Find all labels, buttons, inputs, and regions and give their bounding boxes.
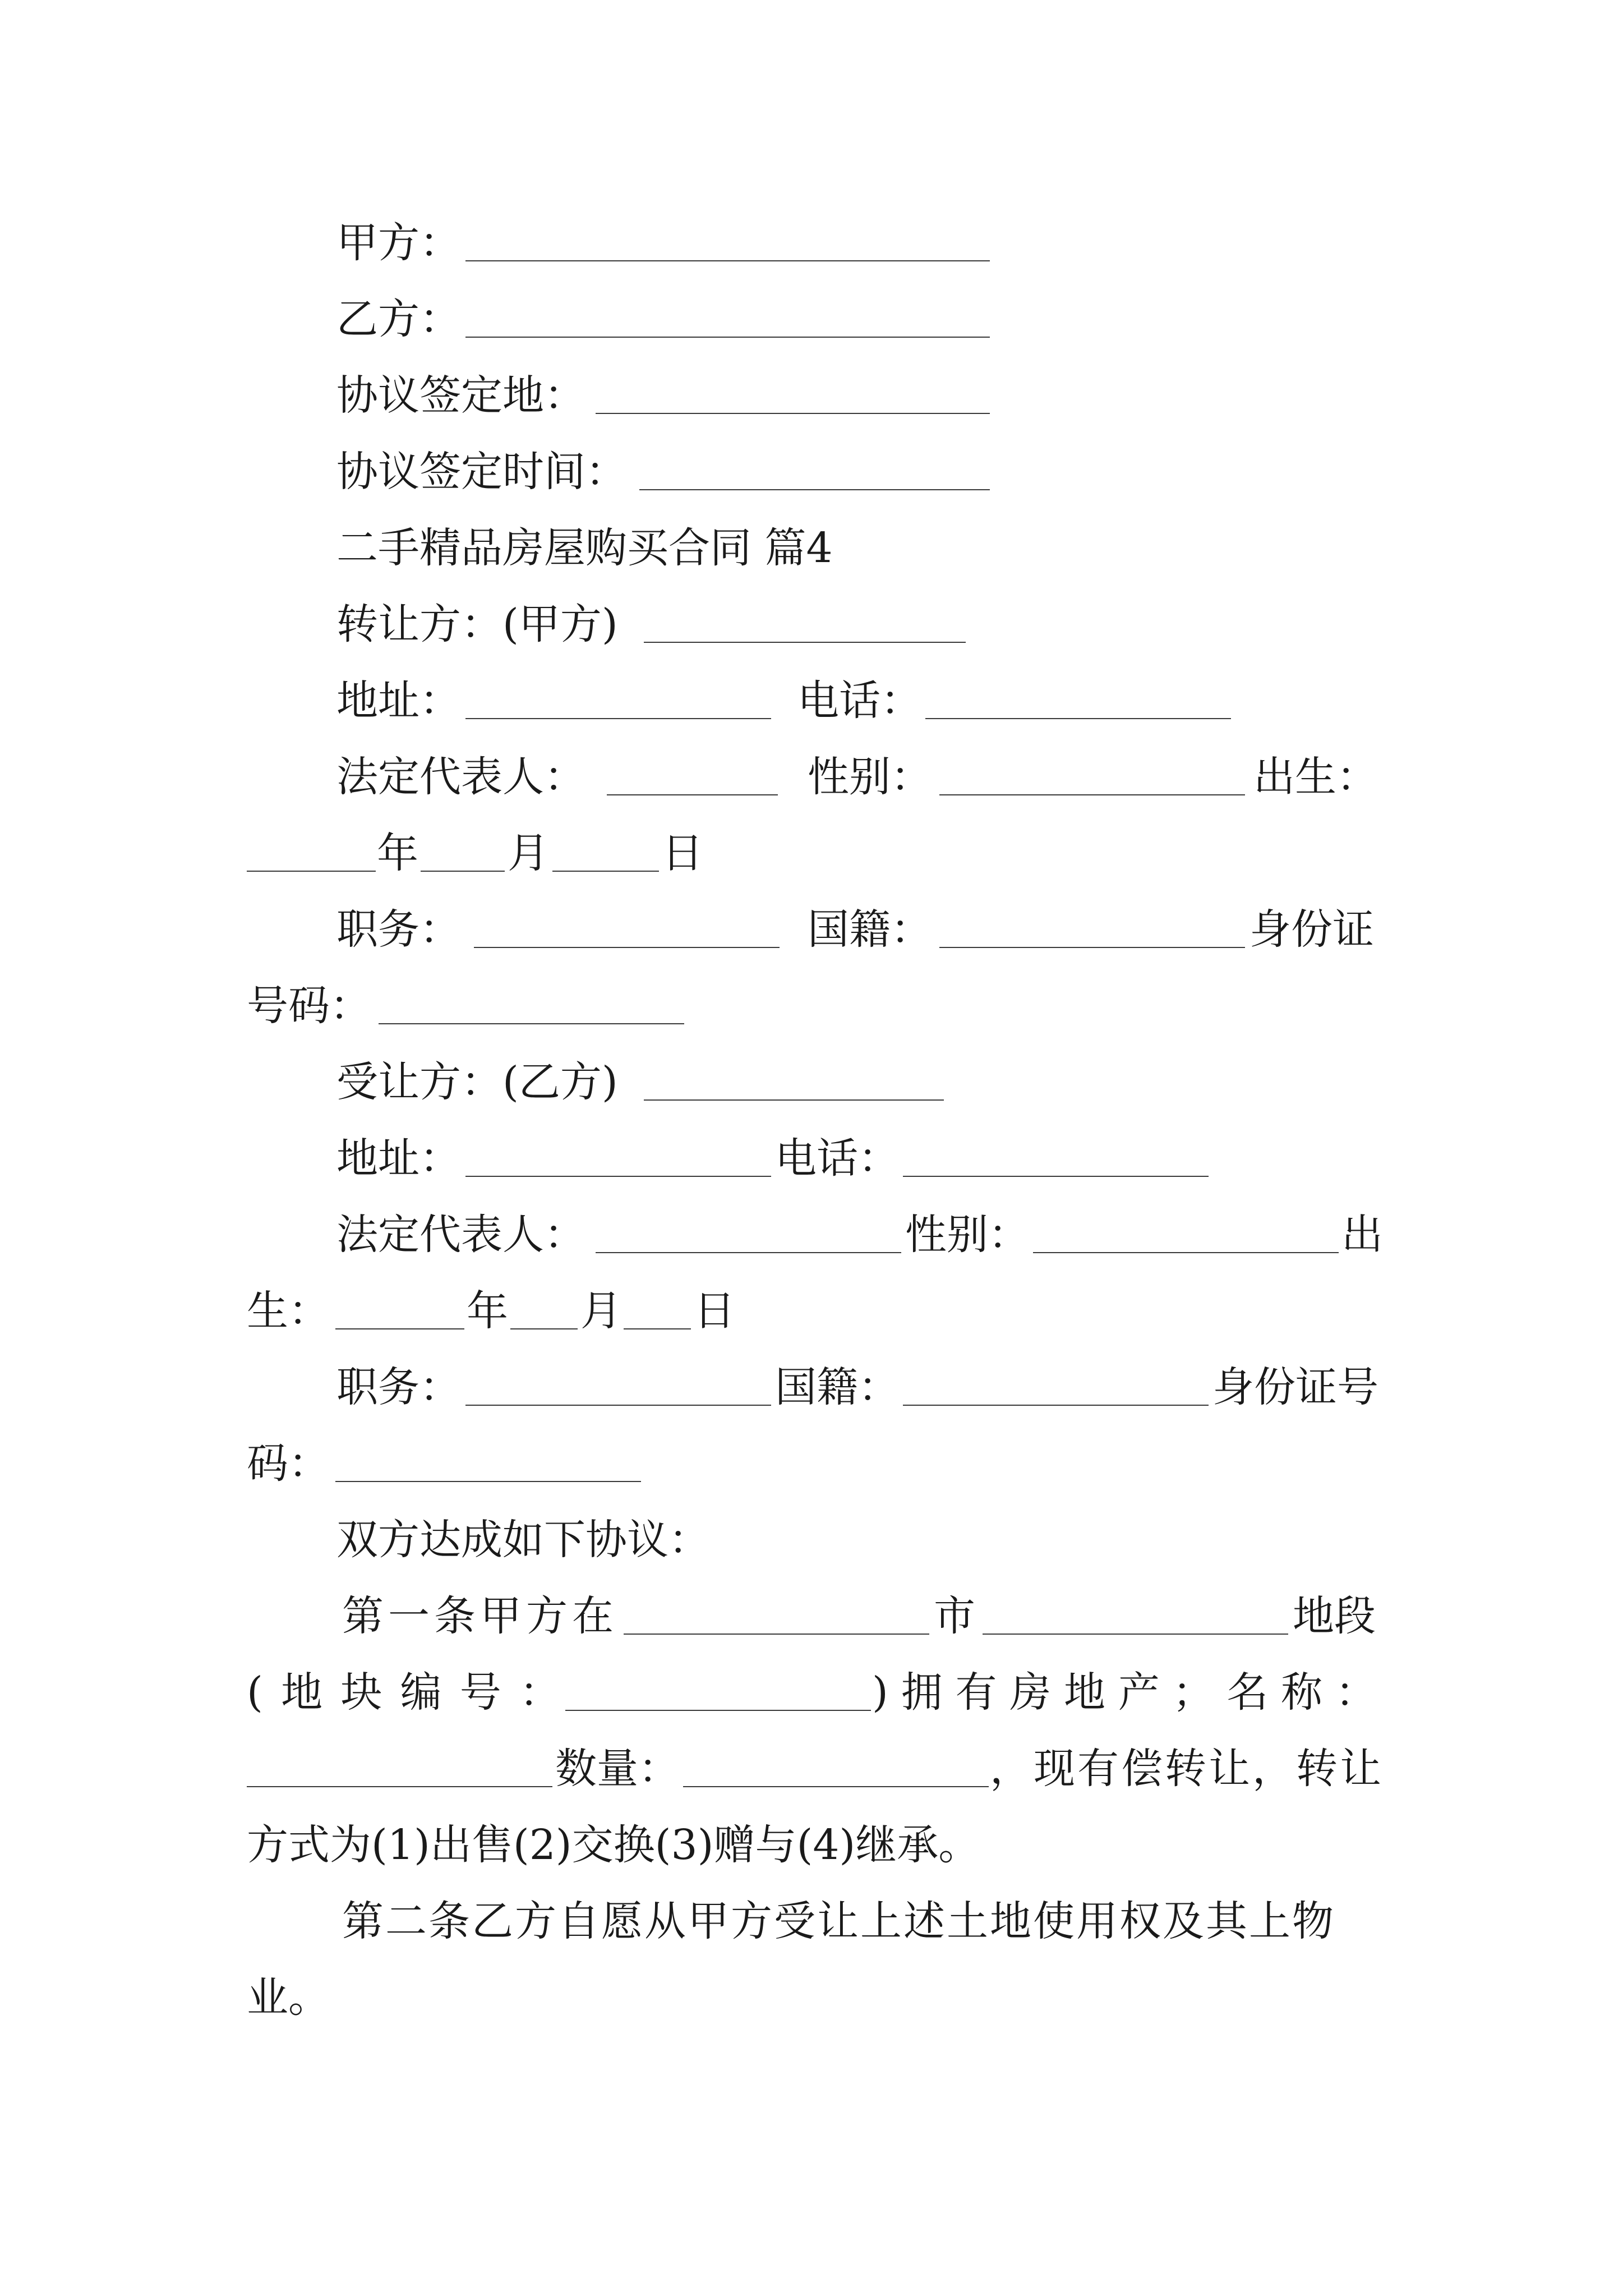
city-label: 市 bbox=[934, 1592, 975, 1640]
id-label-end: 号码： bbox=[247, 982, 371, 1030]
agreement-intro: 双方达成如下协议： bbox=[336, 1516, 710, 1564]
glyph: 编 bbox=[400, 1668, 442, 1717]
transferor-label: 转让方：(甲方) bbox=[336, 600, 618, 648]
gender-label: 性别： bbox=[808, 753, 932, 801]
id-label-start: 身份证号 bbox=[1212, 1363, 1378, 1411]
glyph: 地 bbox=[1064, 1668, 1105, 1717]
transferor-rep-line bbox=[0, 746, 1623, 808]
nationality-label: 国籍： bbox=[775, 1363, 900, 1411]
transferee-label: 受让方：(乙方) bbox=[336, 1058, 618, 1106]
article-1-line-2 bbox=[0, 1662, 1623, 1723]
id-blank[interactable] bbox=[335, 1481, 641, 1482]
birth-year-blank[interactable] bbox=[247, 871, 376, 872]
transfer-methods: 方式为(1)出售(2)交换(3)赠与(4)继承。 bbox=[247, 1821, 980, 1869]
day-label: 日 bbox=[694, 1287, 735, 1335]
article-1-start: 第一条甲方在 bbox=[342, 1592, 618, 1640]
transferee-id-line bbox=[0, 1433, 1623, 1494]
legal-rep-label: 法定代表人： bbox=[336, 753, 585, 801]
legal-rep-blank[interactable] bbox=[607, 794, 778, 795]
section-title: 二手精品房屋购买合同 篇4 bbox=[336, 524, 833, 572]
birth-day-blank[interactable] bbox=[552, 871, 659, 872]
address-blank[interactable] bbox=[465, 718, 771, 719]
article-2-text: 第二条乙方自愿从甲方受让上述土地使用权及其上物 bbox=[342, 1897, 1335, 1945]
birth-month-blank[interactable] bbox=[510, 1328, 578, 1329]
id-label-start: 身份证 bbox=[1249, 905, 1374, 954]
quantity-blank[interactable] bbox=[683, 1786, 989, 1787]
day-label: 日 bbox=[662, 829, 703, 877]
transferor-line bbox=[0, 593, 1623, 655]
transferee-address-line bbox=[0, 1128, 1623, 1189]
glyph: ： bbox=[1335, 1668, 1377, 1717]
address-label: 地址： bbox=[336, 677, 461, 725]
address-blank[interactable] bbox=[465, 1176, 771, 1177]
nationality-blank[interactable] bbox=[903, 1405, 1209, 1406]
transferor-job-line bbox=[0, 899, 1623, 960]
glyph: ： bbox=[519, 1668, 561, 1717]
birth-month-blank[interactable] bbox=[421, 871, 505, 872]
city-blank[interactable] bbox=[624, 1634, 929, 1635]
year-label: 年 bbox=[467, 1287, 508, 1335]
lot-label: 地段 bbox=[1293, 1592, 1376, 1640]
birth-label-end: 生： bbox=[247, 1287, 330, 1335]
transfer-text: ，现有偿转让，转让 bbox=[990, 1745, 1384, 1793]
article-2-line-2 bbox=[0, 1967, 1623, 2028]
id-blank[interactable] bbox=[379, 1023, 684, 1024]
party-a-label: 甲方： bbox=[336, 219, 461, 267]
job-label: 职务： bbox=[336, 1363, 461, 1411]
legal-rep-blank[interactable] bbox=[596, 1252, 901, 1253]
article-1-line-3 bbox=[0, 1738, 1623, 1800]
property-name-blank[interactable] bbox=[247, 1786, 552, 1787]
glyph: 称 bbox=[1281, 1668, 1323, 1717]
lot-blank[interactable] bbox=[983, 1634, 1288, 1635]
birth-label-start: 出 bbox=[1341, 1211, 1383, 1259]
article-1-line-4 bbox=[0, 1814, 1623, 1876]
quantity-label: 数量： bbox=[555, 1745, 680, 1793]
article-2-line-1 bbox=[0, 1890, 1623, 1952]
signing-place-line bbox=[0, 365, 1623, 426]
property-name-label bbox=[872, 1662, 1377, 1723]
job-blank[interactable] bbox=[474, 947, 780, 948]
birth-year-blank[interactable] bbox=[335, 1328, 464, 1329]
phone-blank[interactable] bbox=[903, 1176, 1209, 1177]
glyph: 拥 bbox=[901, 1668, 943, 1717]
glyph: ； bbox=[1172, 1668, 1214, 1717]
glyph: 房 bbox=[1009, 1668, 1052, 1717]
party-b-blank[interactable] bbox=[465, 337, 990, 338]
month-label: 月 bbox=[580, 1287, 622, 1335]
party-a-blank[interactable] bbox=[465, 260, 990, 261]
party-a-line bbox=[0, 212, 1623, 274]
transferee-blank[interactable] bbox=[644, 1099, 944, 1101]
signing-time-blank[interactable] bbox=[639, 489, 990, 490]
glyph: 块 bbox=[340, 1668, 382, 1717]
glyph: 号 bbox=[459, 1668, 501, 1717]
lot-number-label bbox=[247, 1662, 561, 1723]
phone-blank[interactable] bbox=[925, 718, 1231, 719]
glyph: 地 bbox=[281, 1668, 323, 1717]
signing-place-blank[interactable] bbox=[596, 413, 990, 414]
transferee-birth-line bbox=[0, 1280, 1623, 1342]
phone-label: 电话： bbox=[797, 677, 922, 725]
section-title-line bbox=[0, 517, 1623, 579]
legal-rep-label: 法定代表人： bbox=[336, 1211, 585, 1259]
job-blank[interactable] bbox=[465, 1405, 771, 1406]
transferee-line bbox=[0, 1051, 1623, 1113]
address-label: 地址： bbox=[336, 1134, 461, 1182]
party-b-line bbox=[0, 288, 1623, 350]
transferor-id-line bbox=[0, 975, 1623, 1037]
birth-day-blank[interactable] bbox=[624, 1328, 691, 1329]
gender-label: 性别： bbox=[905, 1211, 1030, 1259]
job-label: 职务： bbox=[336, 905, 461, 954]
gender-blank[interactable] bbox=[939, 794, 1245, 795]
article-1-line-1 bbox=[0, 1585, 1623, 1647]
transferor-blank[interactable] bbox=[644, 642, 966, 643]
party-b-label: 乙方： bbox=[336, 295, 461, 343]
year-label: 年 bbox=[377, 829, 418, 877]
transferor-birth-line bbox=[0, 822, 1623, 884]
glyph: ( bbox=[247, 1668, 263, 1717]
signing-place-label: 协议签定地： bbox=[336, 371, 585, 420]
gender-blank[interactable] bbox=[1033, 1252, 1339, 1253]
lot-number-blank[interactable] bbox=[565, 1710, 871, 1711]
agreement-intro-line bbox=[0, 1509, 1623, 1571]
id-label-end: 码： bbox=[247, 1439, 330, 1488]
glyph: 产 bbox=[1118, 1668, 1160, 1717]
month-label: 月 bbox=[508, 829, 549, 877]
transferee-job-line bbox=[0, 1356, 1623, 1418]
glyph: 名 bbox=[1227, 1668, 1269, 1717]
phone-label: 电话： bbox=[775, 1134, 900, 1182]
transferee-rep-line bbox=[0, 1204, 1623, 1266]
birth-label: 出生： bbox=[1253, 753, 1378, 801]
glyph: ) bbox=[872, 1668, 888, 1717]
signing-time-line bbox=[0, 441, 1623, 503]
nationality-blank[interactable] bbox=[939, 947, 1245, 948]
signing-time-label: 协议签定时间： bbox=[336, 448, 627, 496]
transferor-address-line bbox=[0, 670, 1623, 731]
glyph: 有 bbox=[955, 1668, 997, 1717]
nationality-label: 国籍： bbox=[808, 905, 932, 954]
article-2-end: 业。 bbox=[247, 1973, 330, 2022]
